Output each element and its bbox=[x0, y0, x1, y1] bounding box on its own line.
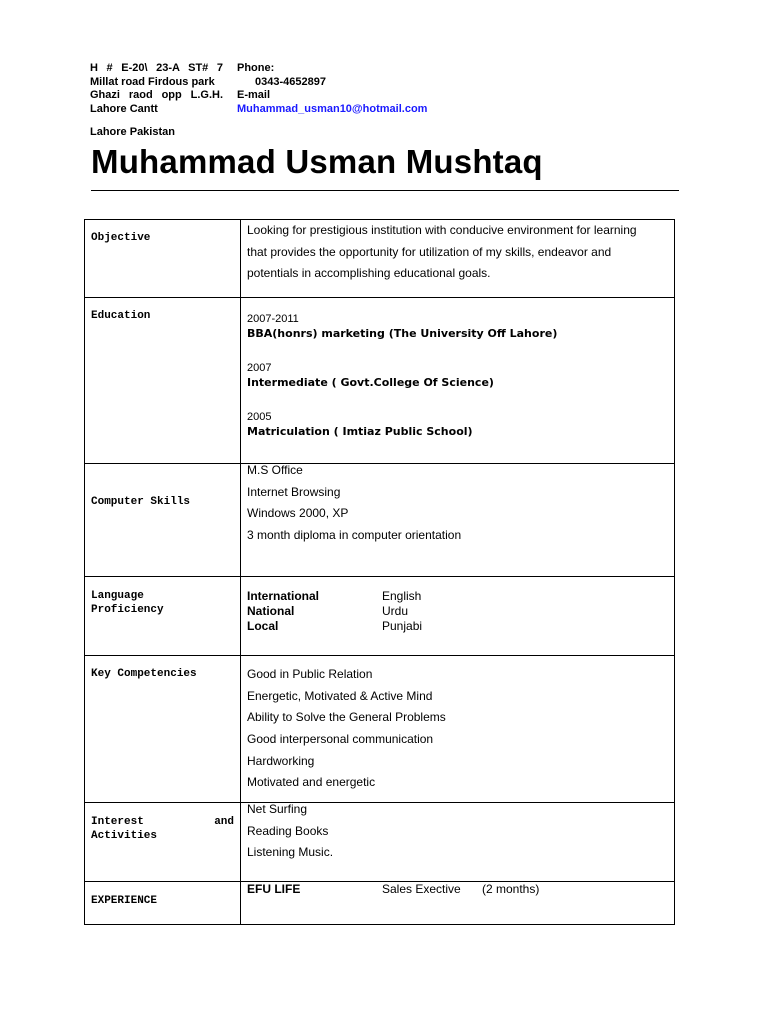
education-row bbox=[85, 298, 675, 464]
education-item bbox=[247, 312, 674, 361]
computer-skills-content bbox=[241, 464, 675, 577]
education-degree: BBA(honrs) marketing (The University Off Lahore) bbox=[247, 327, 558, 340]
education-year: 2005 bbox=[247, 411, 272, 423]
computer-skills-label-cell bbox=[85, 464, 241, 577]
city-line: Lahore Pakistan bbox=[90, 126, 175, 138]
skill-item: M.S Office bbox=[247, 463, 303, 477]
language-label-line: Proficiency bbox=[91, 604, 164, 616]
competency-item: Good interpersonal communication bbox=[247, 732, 434, 747]
competency-item: Good in Public Relation bbox=[247, 667, 373, 681]
computer-skills-row bbox=[85, 464, 675, 577]
objective-label-cell bbox=[85, 220, 241, 298]
competency-item: Ability to Solve the General Problems bbox=[247, 710, 446, 725]
skill-item: Internet Browsing bbox=[247, 484, 341, 499]
experience-row bbox=[85, 882, 675, 925]
interests-label-word: Interest bbox=[91, 816, 144, 828]
education-item bbox=[247, 410, 674, 439]
competencies-content bbox=[241, 656, 675, 803]
education-degree: Matriculation ( Imtiaz Public School) bbox=[247, 425, 473, 438]
candidate-name: Muhammad Usman Mushtaq bbox=[91, 143, 543, 180]
skill-item: 3 month diploma in computer orientation bbox=[247, 528, 462, 543]
language-item bbox=[247, 619, 674, 634]
experience-content bbox=[241, 882, 675, 925]
resume-table bbox=[84, 219, 675, 925]
experience-duration: (2 months) bbox=[482, 882, 540, 896]
language-item bbox=[247, 589, 674, 604]
competency-item: Energetic, Motivated & Active Mind bbox=[247, 688, 433, 703]
interest-item: Net Surfing bbox=[247, 802, 308, 816]
address-line: H # E-20\ 23-A ST# 7 bbox=[90, 62, 223, 74]
competencies-label-cell bbox=[85, 656, 241, 803]
education-content bbox=[241, 298, 675, 464]
contact-block bbox=[237, 62, 427, 116]
section-label: Key Competencies bbox=[91, 668, 197, 680]
education-year: 2007-2011 bbox=[247, 313, 299, 325]
language-name: Urdu bbox=[382, 604, 409, 618]
interests-label-line: Activities bbox=[91, 830, 158, 842]
language-label-line: Language bbox=[91, 590, 144, 602]
email-label: E-mail bbox=[237, 89, 271, 101]
interests-row bbox=[85, 803, 675, 882]
interest-item: Reading Books bbox=[247, 823, 329, 838]
education-year: 2007 bbox=[247, 362, 272, 374]
phone-number: 0343-4652897 bbox=[255, 75, 326, 88]
section-label bbox=[91, 803, 234, 843]
interests-content bbox=[241, 803, 675, 882]
education-item bbox=[247, 361, 674, 410]
email-link[interactable]: Muhammad_usman10@hotmail.com bbox=[237, 102, 428, 115]
language-level: National bbox=[247, 604, 295, 618]
address-line: Millat road Firdous park bbox=[90, 75, 215, 88]
language-item bbox=[247, 604, 674, 619]
language-row bbox=[85, 577, 675, 656]
objective-line: potentials in accomplishing educational goals. bbox=[247, 266, 491, 281]
experience-role: Sales Exective bbox=[382, 882, 461, 896]
experience-company: EFU LIFE bbox=[247, 882, 301, 896]
language-name: Punjabi bbox=[382, 619, 423, 633]
section-label bbox=[91, 577, 234, 617]
experience-label-cell bbox=[85, 882, 241, 925]
interests-label-line bbox=[91, 815, 234, 829]
interests-label-cell bbox=[85, 803, 241, 882]
phone-label: Phone: bbox=[237, 62, 275, 74]
header-divider bbox=[91, 190, 679, 191]
language-level: International bbox=[247, 589, 320, 603]
language-name: English bbox=[382, 589, 422, 603]
address-block bbox=[90, 62, 223, 116]
language-level: Local bbox=[247, 619, 279, 633]
address-line: Ghazi raod opp L.G.H. bbox=[90, 89, 223, 101]
language-content bbox=[241, 577, 675, 656]
address-line: Lahore Cantt bbox=[90, 102, 158, 115]
education-label-cell bbox=[85, 298, 241, 464]
competency-item: Motivated and energetic bbox=[247, 775, 376, 790]
objective-line: Looking for prestigious institution with conducive environment for learning bbox=[247, 223, 637, 237]
section-label: Objective bbox=[91, 232, 151, 244]
section-label: Education bbox=[91, 310, 151, 322]
competencies-row bbox=[85, 656, 675, 803]
section-label: Computer Skills bbox=[91, 496, 191, 508]
skill-item: Windows 2000, XP bbox=[247, 506, 349, 521]
competency-item: Hardworking bbox=[247, 753, 315, 768]
language-label-cell bbox=[85, 577, 241, 656]
interests-label-word: and bbox=[214, 816, 234, 828]
objective-line: that provides the opportunity for utilization of my skills, endeavor and bbox=[247, 244, 612, 259]
objective-content bbox=[241, 220, 675, 298]
experience-item bbox=[247, 882, 674, 897]
interest-item: Listening Music. bbox=[247, 845, 334, 860]
objective-row bbox=[85, 220, 675, 298]
education-degree: Intermediate ( Govt.College Of Science) bbox=[247, 376, 494, 389]
section-label: EXPERIENCE bbox=[91, 895, 158, 907]
